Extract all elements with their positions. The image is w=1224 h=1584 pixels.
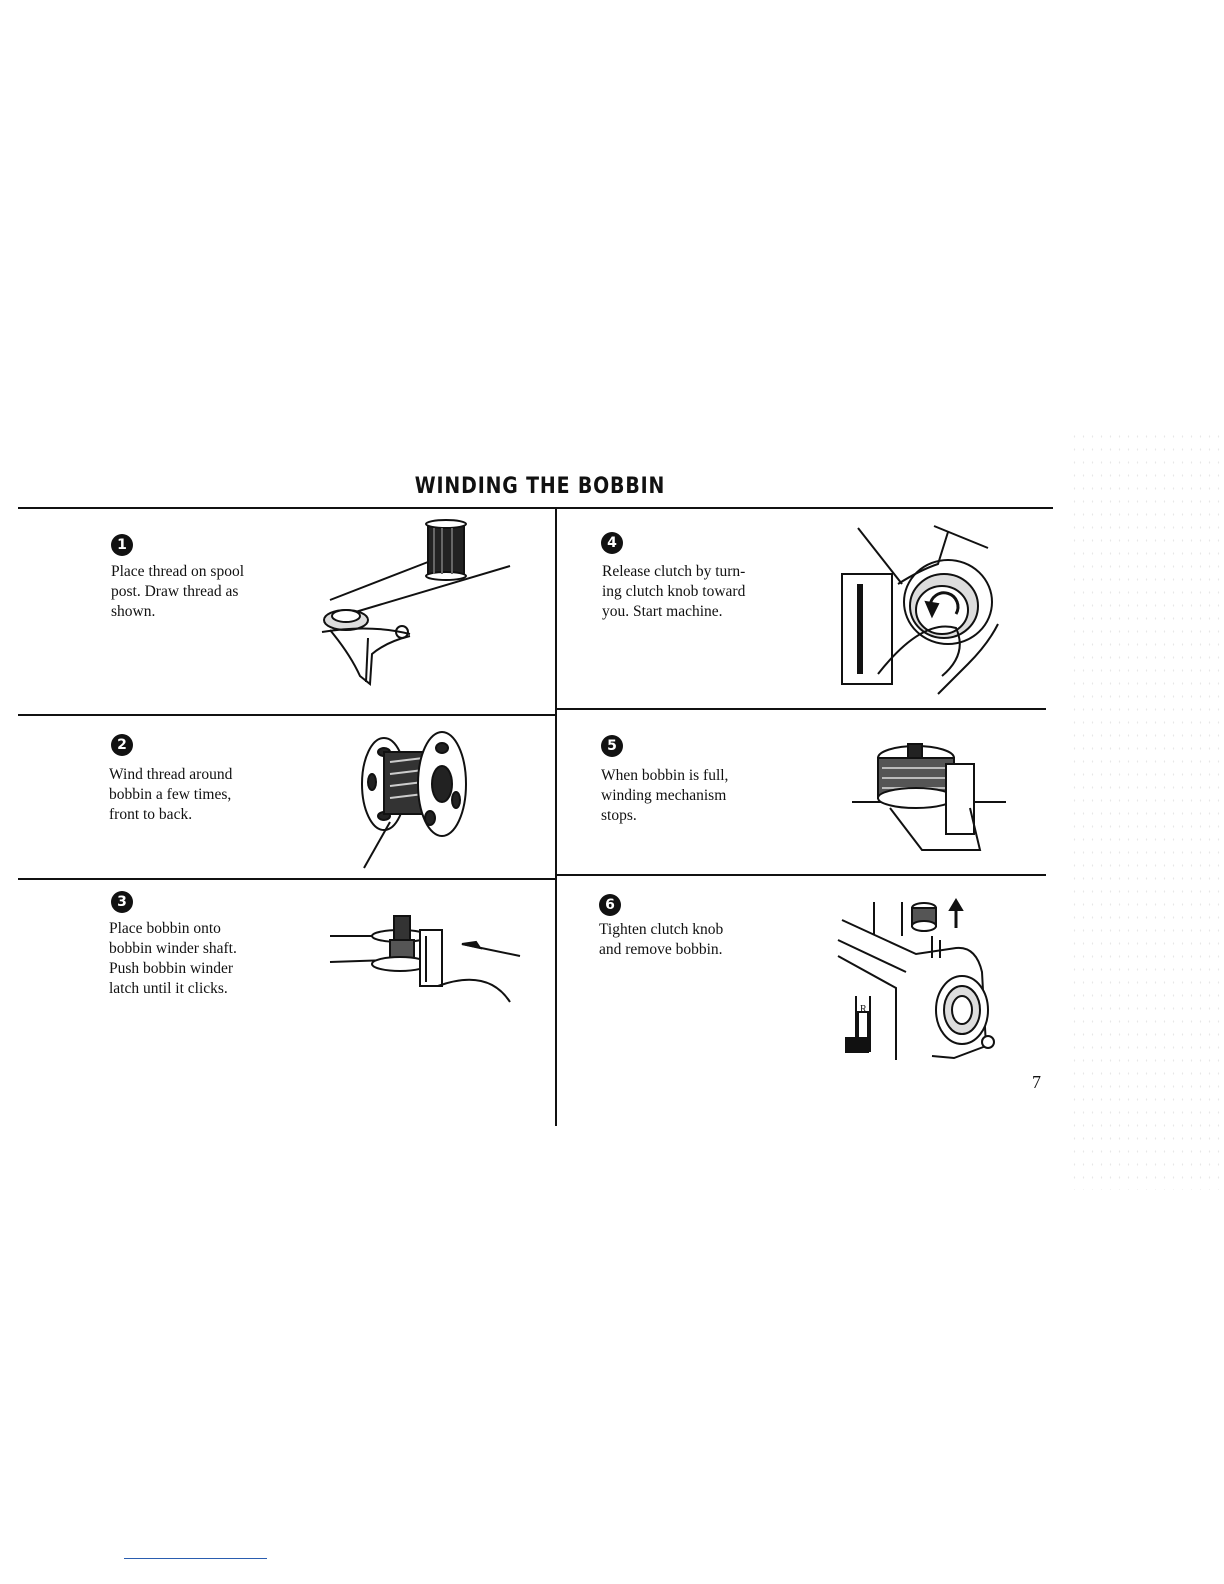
step-3-text [109,919,279,999]
step-2-number: 2 [111,734,133,756]
step-4-number: 4 [601,532,623,554]
step-3-line-2: bobbin winder shaft. [109,940,237,957]
step-4-line-3: you. Start machine. [602,603,723,620]
step-5-line-2: winding mechanism [601,787,727,804]
clutch-knob-release-illustration [838,524,1008,704]
divider-top [18,507,1053,509]
step-3-line-3: Push bobbin winder [109,960,233,977]
step-5-line-3: stops. [601,807,637,824]
step-5-number: 5 [601,735,623,757]
step-3-line-4: latch until it clicks. [109,980,228,997]
step-2-line-3: front to back. [109,806,193,823]
page-number: 7 [1032,1072,1041,1092]
machine-letter-r: R [860,1004,867,1015]
step-6-line-1: Tighten clutch knob [599,921,724,938]
step-6-text [599,920,767,960]
full-bobbin-illustration [850,724,1010,856]
divider-right-1 [556,708,1046,710]
step-5-text [601,766,769,826]
page-title: WINDING THE BOBBIN [414,474,666,499]
step-6-line-2: and remove bobbin. [599,941,723,958]
step-2-line-1: Wind thread around [109,766,233,783]
footer-rule [124,1558,267,1559]
divider-left-1 [18,714,556,716]
divider-right-2 [556,874,1046,876]
step-5-line-1: When bobbin is full, [601,767,729,784]
remove-bobbin-illustration [836,896,1006,1064]
divider-left-2 [18,878,556,880]
step-4-line-1: Release clutch by turn- [602,563,746,580]
step-1-line-3: shown. [111,603,156,620]
step-1-line-2: post. Draw thread as [111,583,239,600]
step-3-line-1: Place bobbin onto [109,920,221,937]
step-6-number: 6 [599,894,621,916]
step-1-number: 1 [111,534,133,556]
bobbin-winder-shaft-illustration [328,906,528,1006]
bobbin-wind-illustration [350,722,480,870]
scan-noise [1070,430,1224,1190]
step-2-text [109,765,277,825]
step-4-text [602,562,770,622]
spool-post-illustration [310,518,520,690]
step-4-line-2: ing clutch knob toward [602,583,746,600]
step-3-number: 3 [111,891,133,913]
step-2-line-2: bobbin a few times, [109,786,232,803]
step-1-text [111,562,281,622]
step-1-line-1: Place thread on spool [111,563,245,580]
divider-vertical [555,508,557,1126]
